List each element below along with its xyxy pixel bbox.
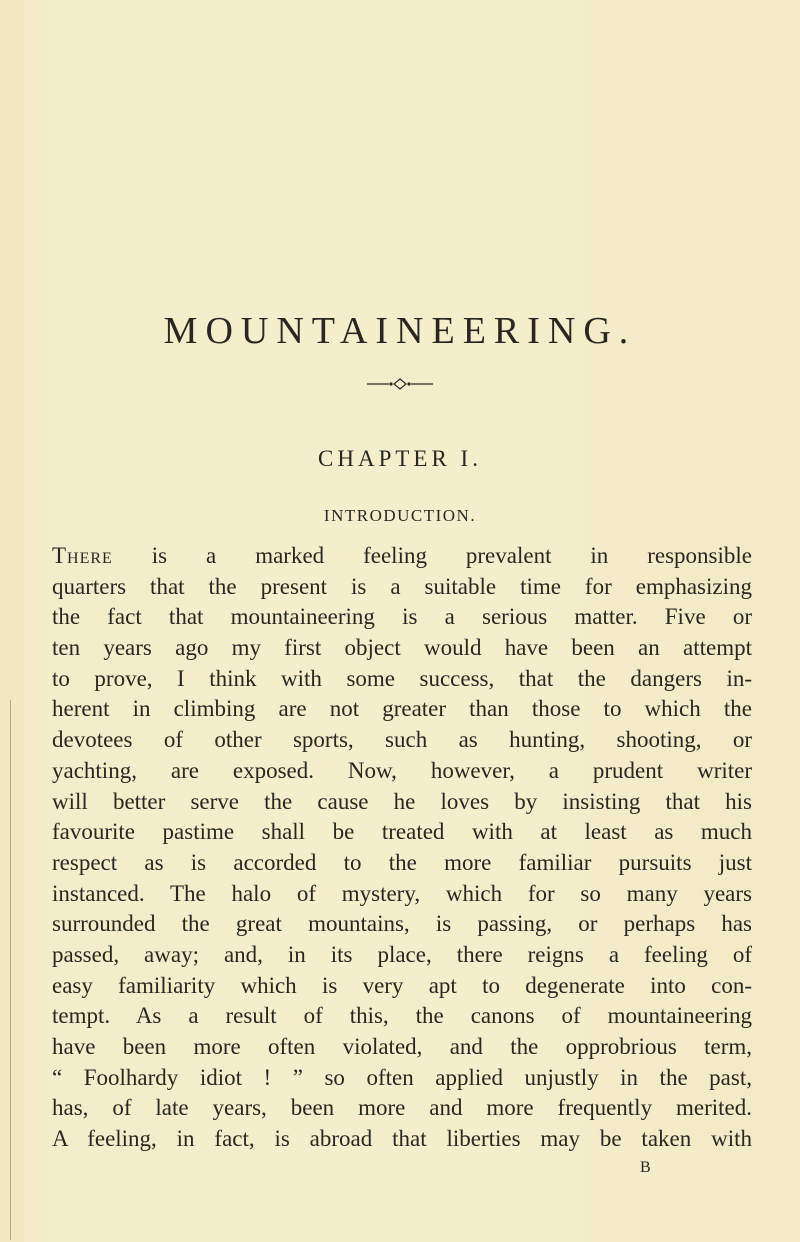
first-line-rest: is a marked feeling prevalent in responsible <box>112 543 752 568</box>
body-line: respect as is accorded to the more familiar pursuits just <box>52 849 752 875</box>
body-line-first <box>52 541 752 572</box>
body-line: surrounded the great mountains, is passing, or perhaps has <box>52 911 752 937</box>
body-line: the fact that mountaineering is a serious matter. Five or <box>52 604 752 630</box>
body-line: “ Foolhardy idiot ! ” so often applied unjustly in the past, <box>52 1064 752 1090</box>
body-line: tempt. As a result of this, the canons of mountaineering <box>52 1003 752 1029</box>
body-text <box>52 541 752 1155</box>
section-title: INTRODUCTION. <box>323 506 477 525</box>
body-line: ten years ago my first object would have been an attempt <box>52 635 752 661</box>
signature-mark: B <box>640 1159 651 1176</box>
body-line: quarters that the present is a suitable time for emphasizing <box>52 573 752 599</box>
body-line: instanced. The halo of mystery, which for so many years <box>52 880 752 906</box>
body-line: favourite pastime shall be treated with at least as much <box>52 819 752 845</box>
drop-word: There <box>52 543 113 568</box>
body-line: has, of late years, been more and more frequently merited. <box>52 1095 752 1121</box>
page-edge-shadow <box>10 700 11 1240</box>
book-title: MOUNTAINEERING. <box>163 310 637 352</box>
body-line: passed, away; and, in its place, there reigns a feeling of <box>52 941 752 967</box>
body-line: easy familiarity which is very apt to degenerate into con- <box>52 972 752 998</box>
body-line: to prove, I think with some success, that the dangers in- <box>52 665 752 691</box>
body-line: herent in climbing are not greater than those to which the <box>52 696 752 722</box>
body-line: yachting, are exposed. Now, however, a prudent writer <box>52 757 752 783</box>
ornament-divider <box>365 378 435 390</box>
body-line: will better serve the cause he loves by insisting that his <box>52 788 752 814</box>
body-line: have been more often violated, and the opprobrious term, <box>52 1034 752 1059</box>
body-line-last: A feeling, in fact, is abroad that liberties may be taken with <box>52 1126 752 1152</box>
body-line: devotees of other sports, such as hunting, shooting, or <box>52 727 752 753</box>
chapter-heading: CHAPTER I. <box>318 446 482 471</box>
